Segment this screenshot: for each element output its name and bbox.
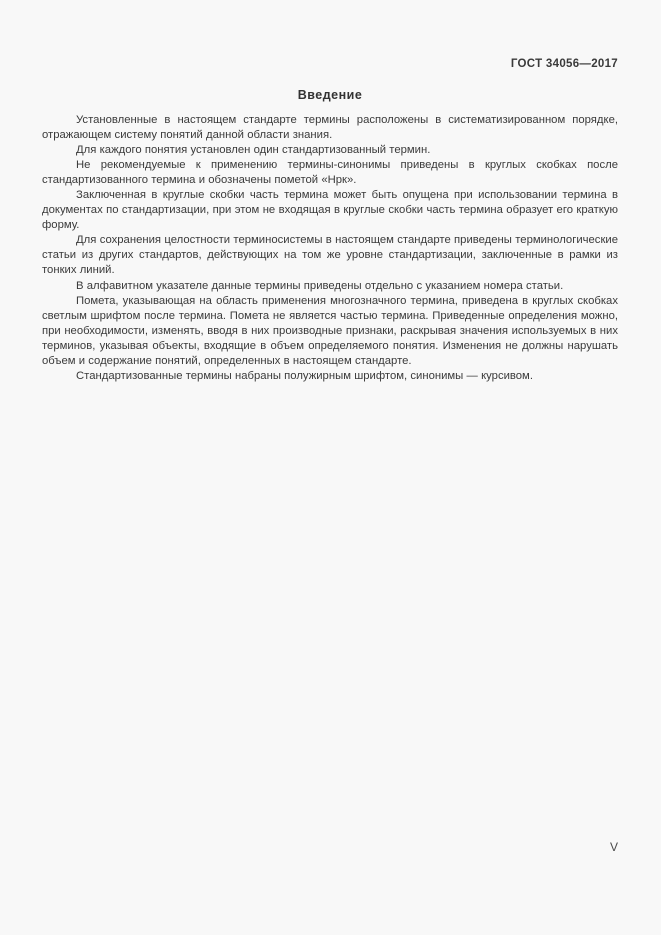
page-title: Введение bbox=[297, 88, 363, 102]
paragraph: Для каждого понятия установлен один стандартизованный термин. bbox=[76, 144, 431, 157]
paragraph: Не рекомендуемые к применению термины-синонимы приведены в круглых скобках после стандартизованного термина и обозначены пометой «Нрк». bbox=[42, 159, 618, 187]
page-number: V bbox=[609, 840, 618, 854]
paragraph: Установленные в настоящем стандарте термины расположены в систематизированном порядке, отражающем систему понятий данной области знания. bbox=[42, 114, 618, 142]
paragraph: Помета, указывающая на область применения многозначного термина, приведена в круглых скобках светлым шрифтом после термина. Помета не является частью термина. Приведенные определения можно, при необходимости, изменять, вводя в них производные признаки, раскрывая значения используемых в них терминов, указывая объекты, входящие в объем определяемого понятия. Изменения не должны нарушать объем и содержание понятий, определенных в настоящем стандарте. bbox=[42, 294, 618, 367]
paragraph: Заключенная в круглые скобки часть термина может быть опущена при использовании термина в документах по стандартизации, при этом не входящая в круглые скобки часть термина образует его краткую форму. bbox=[42, 189, 618, 232]
paragraph: В алфавитном указателе данные термины приведены отдельно с указанием номера статьи. bbox=[76, 279, 564, 292]
running-head-standard-number: ГОСТ 34056—2017 bbox=[510, 58, 618, 70]
paragraph: Для сохранения целостности терминосистемы в настоящем стандарте приведены терминологические статьи из других стандартов, действующих на том же уровне стандартизации, заключенные в рамки из тонких линий. bbox=[42, 234, 618, 277]
paragraph: Стандартизованные термины набраны полужирным шрифтом, синонимы — курсивом. bbox=[76, 369, 533, 382]
body-text-block bbox=[42, 113, 618, 384]
